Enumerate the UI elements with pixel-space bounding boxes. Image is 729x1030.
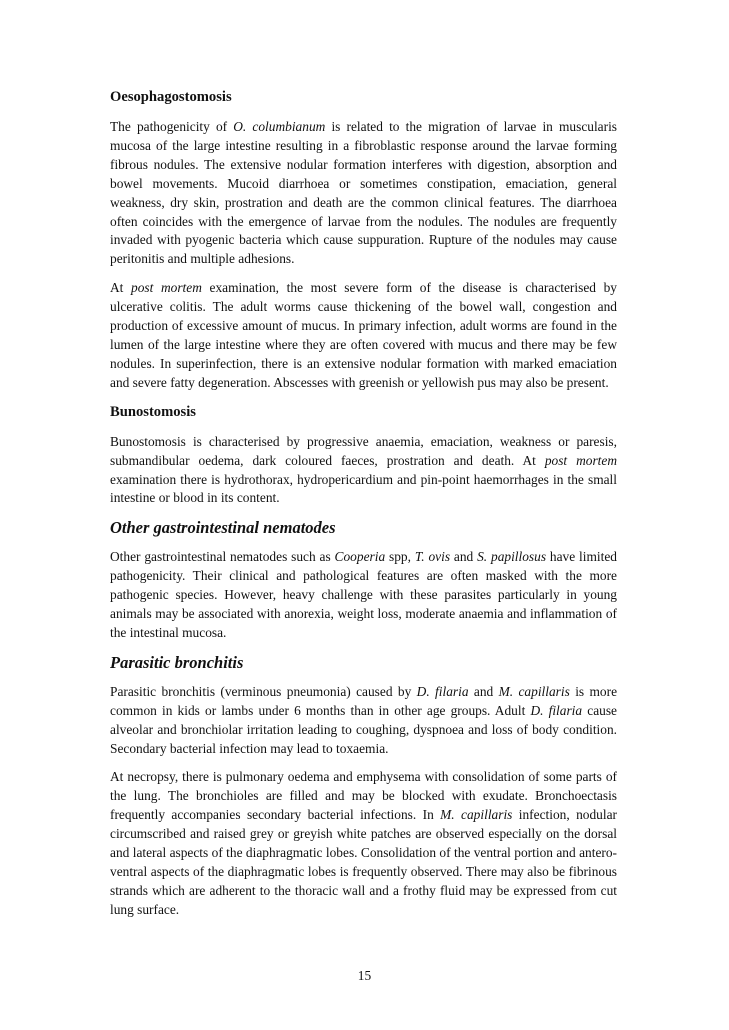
text-run: At necropsy, there is pulmonary oedema and emphysema with consolidation of some parts of the lung. The bronchioles are filled and may be blocked with exudate. Bronchoectasis frequently accompanies secondary bacterial infections. In (110, 769, 617, 823)
text-run: The pathogenicity of (110, 119, 234, 134)
text-run: and (468, 683, 499, 699)
text-run: Other gastrointestinal nematodes such as (110, 549, 335, 565)
text-run: examination there is hydrothorax, hydropericardium and pin-point haemorrhages in the small intestine or blood in its content. (110, 471, 617, 506)
section-heading: Oesophagostomosis (110, 89, 232, 105)
document-body (110, 88, 617, 920)
text-run: and (450, 549, 478, 565)
body-paragraph (110, 768, 617, 919)
text-run: infection, nodular circumscribed and raised grey or greyish white patches are observed especially on the dorsal and lateral aspects of the diaphragmatic lobes. Consolidation of the ventral portion and antero-ventral aspects of the diaphragmatic lobes is frequently observed. There may also be fibrinous strands which are adherent to the thoracic wall and a frothy fluid may be expressed from cut lung surface. (110, 807, 617, 917)
section-heading: Parasitic bronchitis (110, 652, 244, 672)
italic-term: D. filaria (530, 702, 583, 718)
text-run: is related to the migration of larvae in muscularis mucosa of the large intestine resulting in a fibroblastic response around the larvae forming fibrous nodules. The extensive nodular formation interferes with digestion, absorption and bowel movements. Mucoid diarrhoea or sometimes constipation, emaciation, general weakness, dry skin, prostration and death are the common clinical features. The diarrhoea often coincides with the emergence of larvae from the nodules. The nodules are frequently invaded with pyogenic bacteria which cause suppuration. Rupture of the nodules may cause peritonitis and multiple adhesions. (110, 119, 618, 267)
body-paragraph (110, 279, 617, 392)
italic-term: post mortem (544, 452, 617, 468)
text-run: Parasitic bronchitis (verminous pneumonia) caused by (110, 683, 417, 699)
italic-term: post mortem (131, 280, 202, 296)
text-run: At (110, 280, 132, 296)
page-number: 15 (357, 968, 372, 983)
section-heading: Bunostomosis (110, 403, 196, 420)
text-run: cause alveolar and bronchiolar irritation leading to coughing, dyspnoea and loss of body condition. Secondary bacterial infection may lead to toxaemia. (110, 702, 617, 756)
body-paragraph (110, 683, 617, 759)
italic-term: M. capillaris (440, 807, 513, 823)
italic-term: O. columbianum (233, 119, 326, 134)
section-heading: Other gastrointestinal nematodes (110, 518, 336, 538)
body-paragraph (110, 118, 617, 269)
text-run: have limited pathogenicity. Their clinical and pathological features are often masked with the more pathogenic species. However, heavy challenge with these parasites particularly in young animals may be associated with anorexia, weight loss, moderate anaemia and inflammation of the intestinal mucosa. (110, 549, 617, 640)
italic-term: Cooperia (334, 549, 386, 565)
document-page (110, 88, 617, 930)
text-run: examination, the most severe form of the disease is characterised by ulcerative colitis. The adult worms cause thickening of the bowel wall, congestion and production of excessive amount of mucus. In primary infection, adult worms are found in the lumen of the large intestine where they are often covered with mucus and there may be few nodules. In superinfection, there is an extensive nodular formation with marked emaciation and severe fatty degeneration. Abscesses with greenish or yellowish pus may also be present. (110, 280, 617, 390)
body-paragraph (110, 433, 617, 509)
text-run: is more common in kids or lambs under 6 months than in other age groups. Adult (110, 683, 618, 718)
italic-term: M. capillaris (498, 683, 570, 699)
italic-term: S. papillosus (477, 549, 547, 565)
italic-term: D. filaria (416, 683, 469, 699)
body-paragraph (110, 548, 617, 643)
text-run: Bunostomosis is characterised by progressive anaemia, emaciation, weakness or paresis, submandibular oedema, dark coloured faeces, prostration and death. At (110, 433, 617, 468)
text-run: spp, (385, 549, 415, 565)
italic-term: T. ovis (414, 549, 451, 565)
